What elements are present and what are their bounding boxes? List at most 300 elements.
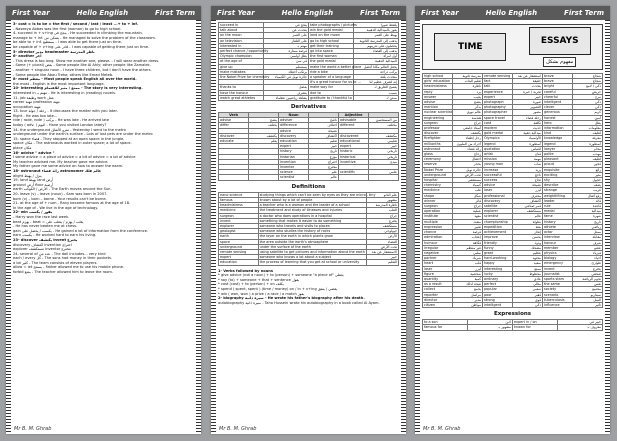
table-cell: مصور [513,110,543,115]
table-cell: رائع [573,167,603,172]
spiral-binding-left [6,20,11,434]
table-cell: proud [543,162,573,167]
header-term-right: First Term [564,9,604,17]
table-cell: advise [219,118,249,123]
table-cell: success [483,178,513,183]
table-cell: يخترع [366,218,398,223]
page-footer [219,426,398,432]
table-cell: discovered [339,133,369,138]
spiral-binding-right [605,20,610,434]
table-cell: underground [219,244,259,249]
note-line: allow = let يسمح - Father allowed me to use his mobile phone. [13,265,125,270]
table-cell: historical [339,154,369,159]
page-header [6,6,201,20]
note-line: 11- job وظيفة work عمل [13,95,55,100]
table-cell: عملية [453,209,483,214]
table-cell: بسبب [354,90,399,95]
table-cell: make the world a better place [310,64,362,69]
table-cell: someone who travels and visits to places [258,223,366,228]
table-cell: a doctor who does operations in a hospital [258,213,366,218]
table-cell: الميدالية الذهبية [354,59,399,64]
table-cell: تكلفة [513,120,543,125]
table-cell: give up [219,64,264,69]
table-cell: explorer [219,223,259,228]
table-cell: rule [543,204,573,209]
table-cell: underground [423,172,453,177]
table-cell: لطيف [573,131,603,136]
table-cell: إعجاب [453,235,483,240]
table-cell: known for [513,325,558,330]
table-cell: the area outside the earth's atmosphere [258,239,366,244]
table-cell: قمر صناعي [513,204,543,209]
table-cell: خبير [309,144,339,149]
table-cell: الطب [366,208,398,213]
table-cell: gratitude to / thankful to [310,95,352,100]
table-cell: difference [279,123,309,128]
note-line: 13- tour رحلة / جولة - It discusses the matter with you later. [13,109,118,114]
table-cell: ميدالية ذهبية [513,131,543,136]
table-cell: بطل أولمبي [264,54,309,59]
table-cell: tuberculosis [543,297,573,302]
table-cell: على القمر [264,33,309,38]
note-line: career مهنة profession مهنة [13,100,60,105]
note-line: 2- biography سيرة ذاتية - He wrote his father's biography after his death. [218,296,365,301]
note-line: * cost (cost) + to (person) + on يكلف [218,282,284,287]
table-cell: عادي [513,276,543,281]
table-cell: intelligent [483,302,513,307]
table-cell: influence [543,302,573,307]
table-row [219,249,399,254]
table-cell: admiration [423,235,453,240]
table-cell: medal [543,209,573,214]
table-cell: using satellite to get pictures and information about the earth [259,249,365,254]
table-cell: ينصح [453,100,483,105]
table-cell: Nobel Prize [423,167,453,172]
table-cell: غير منتظم [453,245,483,250]
table-cell: pleasant [543,157,573,162]
table-cell: حقيقة [513,79,543,84]
table-cell: ناصح [309,118,339,123]
definitions-table [218,192,399,266]
table-cell: قائد [573,198,603,203]
table-cell: millionths [423,141,453,146]
table-cell: interested in [219,43,264,48]
table-cell: photographer [483,110,513,115]
table-cell: الأولمبياد [513,136,543,141]
table-cell: من المستحسن [369,118,399,123]
table-cell: عظيم [513,250,543,255]
worksheet-page-2 [211,6,406,434]
table-cell: expedition [483,224,513,229]
table-cell: يرتكب أخطاء [264,69,309,74]
table-cell: high school [423,74,453,79]
table-cell: بطولة [513,219,543,224]
table-cell: تعليمي [369,139,399,144]
table-cell: اكتشاف [513,198,543,203]
table-cell: shape [423,193,453,198]
table-cell: photography [483,105,513,110]
table-cell: land on the moon [309,33,354,38]
table-cell: عضو [573,245,603,250]
note-line: 1- Verbs followed by nouns [218,268,273,273]
table-cell: فيزياء [573,250,603,255]
table-cell: مجتمع [573,287,603,292]
table-cell: يحجز [453,162,483,167]
table-cell: space travel [483,115,513,120]
table-cell: عالم [513,214,543,219]
table-cell: poor [483,292,513,297]
note-line: gain يكسب / يحصل على - He gained a lot of information from the conference. [13,228,149,233]
table-cell: مهتم بـ [264,43,309,48]
table-cell: remote sensing [483,74,513,79]
table-cell: someone who studies the history of rocks [258,229,366,234]
table-cell: on television [219,38,264,43]
table-cell: يلتقط صورا [354,23,399,28]
table-cell: مبدع [369,159,399,164]
table-cell: irregular [423,245,453,250]
table-cell: رياضي [573,224,603,229]
table-cell: شرف [573,240,603,245]
table-cell: نفس [573,282,603,287]
table-cell: محترف [513,193,543,198]
table-cell [369,175,399,180]
footer-author: Mr B. M. Ghrab [423,426,461,432]
table-cell: institute [423,214,453,219]
table-cell: محام [573,146,603,151]
note-line: alight ينزل / يهبط [13,173,42,178]
note-line: born (v) – born – borne - Your results can't be borne. [13,196,107,201]
header-term-left: First Year [421,9,459,17]
column-header: Adjective [339,113,369,118]
note-line: 10- interesting ممتع / مثير للاهتمام - The story is very interesting. [13,86,143,91]
table-cell: ride a bike [309,69,354,74]
table-cell: ينجح في [264,23,309,28]
table-cell: expert [483,94,513,99]
table-cell: أستاذ جامعي [453,126,483,131]
table-cell: history [279,149,309,154]
table-cell: ممتع [513,266,543,271]
table-cell: the treatment and study of illnesses and injuries [258,208,366,213]
table-cell: طوارئ [573,261,603,266]
table-cell: محظوظ [513,271,543,276]
word-list-table [422,73,603,308]
table-cell: نصيحة [309,128,339,133]
table-cell: medicine [423,188,453,193]
table-cell: الفضاء [366,239,398,244]
table-cell: يفسح الطريق لـ [354,85,399,90]
table-cell: go into space [309,49,354,54]
footer-author: Mr B. M. Ghrab [14,426,52,432]
table-cell: يزيد [513,167,543,172]
note-line: 21- at the age of + num - Rany became famous at the age of 18. [13,201,131,206]
table-cell: at the age of [219,59,264,64]
table-cell: figure [423,271,453,276]
note-line: ground أرض floor أرضية [13,182,54,187]
header-title: Hello English [281,9,334,17]
table-cell: بفضل [264,85,309,90]
table-cell: astronaut [423,146,453,151]
table-cell: describe [543,183,573,188]
table-cell: championship [483,219,513,224]
table-cell: surgeon [219,213,259,218]
table-cell: shy [543,178,573,183]
table-cell: زجاج [453,152,483,157]
table-cell: كيمياء [453,183,483,188]
note-line: a lot كثير - The team consists of eleven players. [13,260,98,265]
table-cell: التصوير [513,105,543,110]
table-cell: information [543,126,573,131]
table-cell: invent [543,266,573,271]
note-line: - Some (+ plural) بعض - Some people like Al Ahly; other people like Zamalek. [13,63,151,68]
table-cell: يجعل العالم مكانا أفضل [354,64,399,69]
table-cell: تجربة / خبرة [513,89,543,94]
table-cell: brave [543,79,573,84]
table-cell: perfect [483,282,513,287]
table-cell: perfect chance / opportunity [220,49,269,54]
table-cell: legend [543,141,573,146]
table-cell: funny [483,245,513,250]
table-cell: في سن [264,59,309,64]
table-cell: تاريخي [369,149,399,154]
table-cell: اكتشاف [309,133,339,138]
table-cell: the Nobel Prize for chemistry [220,75,270,80]
table-cell: the process of learning that you get at school or university [258,260,366,265]
spiral-binding-right [196,20,201,434]
table-cell: reserve [423,162,453,167]
table-cell: أمين [573,115,603,120]
table-cell: citizen [423,302,453,307]
spiral-binding-left [415,20,420,434]
table-cell: fact [483,79,513,84]
table-cell: مقابلة [573,235,603,240]
note-line: flight - He was too late... [13,113,58,118]
note-line: 14- the underground مترو الأنفاق - Yesterday I went to the metro [13,127,126,132]
table-cell: علم النانو [366,192,398,197]
note-line: My teacher advised me. My teacher gave me advice. [13,159,109,164]
table-cell: فنان [513,152,543,157]
table-cell: Olympics [483,136,513,141]
table-cell: عالم نووي [453,110,483,115]
table-cell: great [483,250,513,255]
footer-author: Mr B. M. Ghrab [219,426,257,432]
table-cell: fame [543,214,573,219]
table-cell: member [543,245,573,250]
table-cell: careful [543,89,573,94]
note-line: * give advice (not a noun) + to (person) + someone "a piece of" يعطي [218,273,344,278]
table-cell: مهذب [573,152,603,157]
table-cell: جيولوجي [366,229,398,234]
table-cell: أول امرأة [354,54,399,59]
table-cell: artist [483,152,513,157]
table-cell: experience [483,89,513,94]
table-cell: inventive [339,159,369,164]
table-cell: something that makes it easier to do something [258,218,366,223]
table-cell: the gold medal [309,59,354,64]
table-cell: ليزر [453,266,483,271]
table-cell: نصيحة [513,183,543,188]
note-line: My father gave me some advice on how to answer the exam. [13,164,124,169]
table-cell: emergency [543,261,573,266]
page-header [211,6,406,20]
decorative-banner [422,24,603,70]
note-line: - Some people like Abou Treka; others like Emad Meteb. [13,72,114,77]
table-cell: nuclear scientist [424,110,452,115]
note-line: beat يهزم - beat = يغلب / يهزم / يتغلب على [13,219,84,224]
note-line: 22- win يفوز / يكسب [13,210,53,215]
table-cell: نجاح [513,178,543,183]
table-cell: modern [483,126,513,131]
table-cell: مرح [573,94,603,99]
table-cell: medicine [219,208,259,213]
table-cell: have the honour [219,90,264,95]
table-cell: شهرة [573,214,603,219]
note-line: - This dress is too long. Show me another one, please. - I will wear another dress. [13,58,160,63]
banner-calendar-box: ESSAYS [529,27,591,55]
table-cell: خبير [369,144,399,149]
note-line: 5- director مدير headmaster ناظر المدرسة [13,49,95,54]
table-cell: professor [423,126,453,131]
table-cell: get their training [309,43,354,48]
note-line: * say (to) + someone + that + sentence يقول [218,277,300,282]
table-cell: interview [543,235,573,240]
table-cell: مؤرخ [309,154,339,159]
table-cell: مخترع [309,165,339,170]
table-cell: talk [483,84,513,89]
table-cell: scientist [279,175,309,180]
table-cell: a speaker of a language [309,75,354,80]
table-cell: headmistress [219,203,259,208]
table-cell: clever [543,105,573,110]
note-line: - another + singular noun - I have three children, but I don't have the others. [13,67,152,72]
table-cell: thanks to [219,85,264,90]
note-line: * spend ( spent, spent ) (time / money) on / in + v+ing يقضي / ينفق [218,286,338,291]
table-cell: to a son [423,320,468,325]
table-cell: مدرسة ثانوية [453,74,483,79]
note-line: the most - English is the most important language. [13,81,105,86]
table-cell: اختلاف [309,123,339,128]
table-cell: cost [483,120,513,125]
note-line: space مكان - The astronauts worked in outer space; a lot of space. [13,141,132,146]
table-cell: science [279,170,309,175]
table-cell: شجاع [573,79,603,84]
table-cell: famous [219,197,259,202]
note-line: - He has never beaten me at chess. [13,224,78,229]
table-cell: مجتهد [513,256,543,261]
table-cell: تحت الأرض [453,172,483,177]
table-cell: chemistry [423,183,453,188]
table-cell: رائد فضاء [453,146,483,151]
table-cell: firefighter [423,136,453,141]
table-cell: يهبط على القمر [354,33,399,38]
table-cell: succeed in [219,23,264,28]
table-cell: مدير [453,297,483,302]
note-line: 24- several of عدد من - The doll includes... very kind [13,251,106,256]
table-cell: ذكي [513,302,543,307]
table-cell: رجل إطفاء [453,136,483,141]
table-cell: تاريخي [369,154,399,159]
table-cell: laser [423,266,453,271]
table-cell: يحصلون على تدريبهم [354,43,399,48]
table-cell: فرصة ممتازة [264,49,309,54]
table-cell: improve [483,235,513,240]
table-cell: heart [423,261,453,266]
table-cell: expert [339,144,369,149]
table-cell: مختلف [369,123,399,128]
table-cell: invent [219,218,259,223]
table-cell: weightlifting [543,193,573,198]
note-line: 18- astronaut رائد فضاء astronomer عالم فلك [13,169,102,173]
table-cell: surgeon [423,204,453,209]
table-cell: شريك [453,256,483,261]
table-cell: laser [483,188,513,193]
table-cell: الاستشعار عن بعد [366,249,398,254]
table-cell: watch great athletes [219,95,264,100]
table-cell: فخور [573,162,603,167]
note-line: earn يكسب - He worked hard to earn his living. [13,233,97,238]
table-cell: لابن [468,320,513,325]
spiral-binding-left [211,20,216,434]
table-cell: يتحدث عن [264,28,309,33]
note-line: each / every كل - The sons had money in their pockets. [13,256,113,261]
table-cell: شعبي [513,287,543,292]
note-line: 15- space فضاء - They stopped at an open space in the jungle. [13,136,125,141]
table-cell: تعليم [309,139,339,144]
table-cell: ceremony [423,157,453,162]
table-cell: winner [423,198,453,203]
banner-clock-box: TIME [434,33,506,61]
table-cell: تأثير [573,302,603,307]
table-row [423,302,603,307]
table-cell: مواطن [453,302,483,307]
table-cell: أجزاء من المليون [453,141,483,146]
table-cell: make mistakes [219,69,264,74]
note-line: underground under the earth's surface - Lots of lost pets are under the metro [13,132,153,137]
table-cell: خبير في [558,320,603,325]
table-cell: ordinary [483,276,513,281]
table-cell: استشعار عن بعد [513,74,543,79]
table-cell: advise [423,100,453,105]
table-cell: advice [483,183,513,188]
note-line: autobiography سيرة ذاتية - Taha Hussein wrote his autobiography in a book called Al Ayam. [218,300,380,305]
table-cell: It's a great honour for us to ... [310,80,361,85]
table-cell: يذهب إلى الفضاء [354,49,399,54]
table-cell: headmistress [423,84,453,89]
table-cell: فقير [513,292,543,297]
table-cell: as a result [423,282,453,287]
table-cell: nano science [219,192,259,197]
table-cell: صورة [513,100,543,105]
header-term-right: First Term [360,9,400,17]
table-cell: take photographs / pictures [310,23,357,27]
note-line: 8- most معظم - Most people speak English all over the world. [13,77,137,82]
table-cell: collect [423,287,453,292]
table-cell: polite [543,152,573,157]
page-2-content [218,22,399,422]
table-cell: ودود [513,240,543,245]
table-cell: a teacher who is a woman and the leader of a school [258,203,366,208]
table-cell: adviser [279,118,309,123]
table-cell: يخترع [573,266,603,271]
table-cell: يرد [453,89,483,94]
note-line: I some advice = a piece of advice = a bit of advice = a lot of advice [13,155,136,160]
table-cell: kind [543,131,573,136]
table-cell: إنه لشرف عظيم لنا [354,80,399,85]
table-cell: humour [423,240,453,245]
table-cell: سلبي [453,250,483,255]
table-row [219,175,399,180]
verbs-notes [218,269,399,306]
banner-caption: مفهوم بشكل [543,57,576,67]
